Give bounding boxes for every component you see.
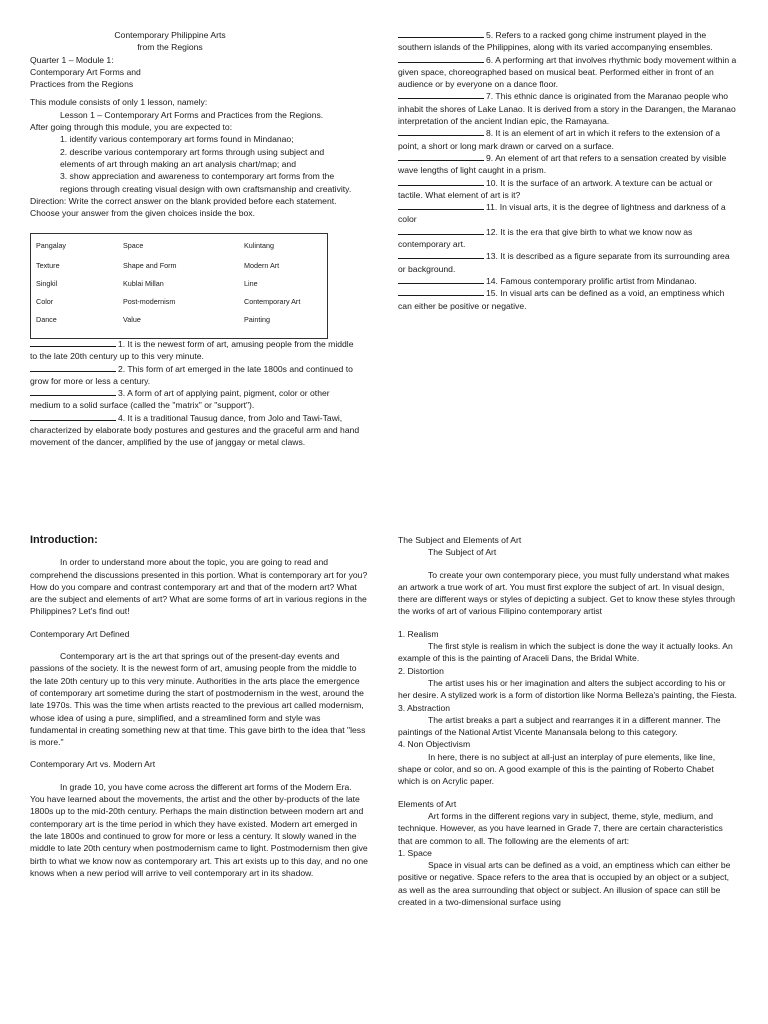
document-title: Contemporary Philippine Arts — [114, 30, 226, 40]
introduction-heading: Introduction: — [30, 534, 98, 546]
question-item: 6. A performing art that involves rhythmic body movement within a given space, choreographed based on musical beat. Performed either in front of an audience or by everyone on a dance floor. — [398, 54, 737, 90]
left-column-top — [30, 29, 360, 219]
worksheet-page-bottom — [0, 512, 768, 1024]
question-item: 3. A form of art of applying paint, pigment, color or other medium to a solid surface (called the "matrix" or "support"). — [30, 388, 330, 411]
direction-text: Direction: Write the correct answer on the blank provided before each statement. Choose your answer from the given choices inside the box. — [30, 195, 337, 219]
style-text: The artist breaks a part a subject and rearranges it in a different manner. The paintings of the National Artist Vicente Manansala belong to this category. — [398, 714, 721, 738]
question-item: 14. Famous contemporary prolific artist from Mindanao. — [398, 275, 738, 287]
answer-blank[interactable] — [30, 363, 116, 372]
answer-blank[interactable] — [30, 338, 116, 347]
style-title: 3. Abstraction — [398, 702, 451, 713]
style-title: 4. Non Objectivism — [398, 739, 471, 750]
module-title-line1: Contemporary Art Forms and — [30, 66, 141, 77]
style-text: The artist uses his or her imagination and alters the subject according to his or her desire. A stylized work is a form of distortion like Norma Belleza's painting, the Fiesta. — [398, 677, 737, 701]
choice-item: Post-modernism — [123, 297, 176, 306]
objective-item: 1. identify various contemporary art forms found in Mindanao; — [60, 134, 294, 145]
question-item: 11. In visual arts, it is the degree of lightness and darkness of a color — [398, 202, 726, 225]
defined-paragraph: Contemporary art is the art that springs out of the present-day events and passions of the society. It is the newest form of art, amusing people from the middle to the late 20th century up to this very minute. Authorities in the arts place the emergence of contemporary art sometime during the start of postmodernism in the west, around the late 1970s. This was the time when artists reacted to the previous art called modernism, whose idea of using a pure, simplified, and a streamlined form and style was fundamental in creating something new at that time. This gave birth to the idea that "less is more." — [30, 651, 366, 748]
question-item: 12. It is the era that give birth to what we know now as contemporary art. — [398, 226, 693, 250]
element-title: 1. Space — [398, 847, 432, 858]
expectations-intro: After going through this module, you are expected to: — [30, 122, 233, 133]
document-subtitle: from the Regions — [137, 42, 203, 53]
question-item: 8. It is an element of art in which it refers to the extension of a point, a short or long mark drawn or carved on a surface. — [398, 128, 721, 151]
question-item: 5. Refers to a racked gong chime instrument played in the southern islands of the Philippines, along with its varied accompanying ensembles. — [398, 30, 713, 53]
objective-item: 2. describe various contemporary art forms through using subject and elements of art through making an art analysis chart/map; and — [60, 146, 325, 169]
question-item: 7. This ethnic dance is originated from the Maranao people who inhabit the shores of Lake Lanao. It is derived from a story in the Darangen, the Maranao interpretation of the ancient Indian epic, the Ramayana. — [398, 91, 736, 127]
answer-blank[interactable] — [398, 250, 484, 259]
choice-item: Contemporary Art — [244, 297, 301, 306]
answer-blank[interactable] — [398, 226, 484, 235]
choice-item: Pangalay — [36, 241, 66, 250]
choice-item: Texture — [36, 261, 60, 270]
question-item: 15. In visual arts can be defined as a void, an emptiness which can either be positive or negative. — [398, 288, 725, 311]
comparison-paragraph: In grade 10, you have come across the different art forms of the Modern Era. You have learned about the movements, the artist and the other by-products of the late 1800s up to the mid-20th century. Perhaps the main distinction between modern art and contemporary art is the time period in which they have existed. Modern art emerged in the late 1800s and continued to grow for more or less a century. It slowly waned in the middle to late 20th century when postmodernism came to light. Postmodernism then give birth to what we know now as contemporary art. This art exists up to this day, and no one knows when a new period will arrive to veil contemporary art in its shadow. — [30, 781, 368, 878]
answer-blank[interactable] — [398, 90, 484, 99]
question-item: 4. It is a traditional Tausug dance, from Jolo and Tawi-Tawi, characterized by elaborate body postures and gestures and the graceful arm and hand movement of the dancer, amplified by the use of janggay or metal claws. — [30, 412, 360, 448]
style-text: The first style is realism in which the subject is done the way it actually looks. An example of this is the painting of Araceli Dans, the Bridal White. — [398, 641, 733, 664]
questions-right — [398, 29, 738, 312]
answer-blank[interactable] — [30, 387, 116, 396]
space-paragraph: Space in visual arts can be defined as a void, an emptiness which can either be positive or negative. Space refers to the area that is occupied by an object or a subject, as well as the area surrounding that object or subject. An illusion of space can still be created in a two-dimensional surface using — [398, 860, 731, 908]
questions-left — [30, 338, 360, 449]
elements-paragraph: Art forms in the different regions vary in subject, theme, style, medium, and technique. However, as you have learned in Grade 7, there are certain characteristics that are common to all. The following are the elements of art: — [398, 810, 723, 846]
section-heading: Contemporary Art vs. Modern Art — [30, 759, 156, 770]
choice-item: Singkil — [36, 279, 58, 288]
right-column-bottom — [398, 534, 738, 908]
section-heading: Elements of Art — [398, 798, 457, 809]
subject-paragraph: To create your own contemporary piece, you must fully understand what makes an artwork a true work of art. You must first explore the subject of art. In visual design, there are different ways or styles of depicting a subject. Get to know these styles through the works of art of various Filipino contemporary artist — [398, 569, 736, 617]
objective-item: 3. show appreciation and awareness to contemporary art forms from the regions through creating visual design with own craftsmanship and creativity. — [60, 171, 352, 194]
answer-blank[interactable] — [398, 177, 484, 186]
section-heading: Contemporary Art Defined — [30, 628, 130, 639]
quarter-label: Quarter 1 – Module 1: — [30, 54, 114, 65]
choice-item: Shape and Form — [123, 261, 177, 270]
choice-item: Dance — [36, 315, 57, 324]
question-item: 10. It is the surface of an artwork. A texture can be actual or tactile. What element of art is it? — [398, 177, 713, 200]
answer-blank[interactable] — [398, 201, 484, 210]
question-item: 13. It is described as a figure separate from its surrounding area or background. — [398, 251, 730, 274]
lesson-name: Lesson 1 – Contemporary Art Forms and Practices from the Regions. — [60, 109, 324, 120]
choice-item: Painting — [244, 315, 270, 324]
lesson-intro: This module consists of only 1 lesson, namely: — [30, 97, 208, 108]
question-item: 9. An element of art that refers to a sensation created by visible wave lengths of light caught in a prism. — [398, 152, 727, 176]
answer-blank[interactable] — [398, 275, 484, 284]
style-title: 1. Realism — [398, 628, 439, 639]
answer-blank[interactable] — [398, 127, 484, 136]
choice-item: Space — [123, 241, 144, 250]
choice-item: Value — [123, 315, 141, 324]
choice-item: Line — [244, 279, 258, 288]
choice-item: Color — [36, 297, 54, 306]
answer-blank[interactable] — [398, 29, 484, 38]
choice-item: Modern Art — [244, 261, 280, 270]
answer-blank[interactable] — [30, 412, 116, 421]
section-heading: The Subject and Elements of Art — [398, 535, 522, 545]
left-column-bottom — [30, 534, 368, 879]
question-item: 1. It is the newest form of art, amusing people from the middle to the late 20th century up to this very minute. — [30, 339, 354, 362]
choice-item: Kublai Millan — [123, 279, 164, 288]
answer-blank[interactable] — [398, 54, 484, 63]
introduction-paragraph: In order to understand more about the topic, you are going to read and comprehend the discussions presented in this portion. What is contemporary art for you? How do you compare and contrast contemporary art and that of the modern art? What are the subject and elements of art? What are some forms of art in various regions in the Philippines? Let's find out! — [30, 557, 368, 617]
module-title-line2: Practices from the Regions — [30, 79, 134, 90]
question-item: 2. This form of art emerged in the late 1800s and continued to grow for more or less a century. — [30, 363, 353, 386]
subsection-heading: The Subject of Art — [428, 547, 497, 558]
answer-blank[interactable] — [398, 152, 484, 161]
answer-choices-box — [30, 233, 328, 339]
style-text: In here, there is no subject at all-just an interplay of pure elements, like line, shape or color, and so on. A good example of this is the painting of Roberto Chabet which is on Acrylic paper. — [398, 751, 716, 787]
answer-blank[interactable] — [398, 287, 484, 296]
choice-item: Kulintang — [244, 241, 274, 250]
style-title: 2. Distortion — [398, 665, 444, 676]
